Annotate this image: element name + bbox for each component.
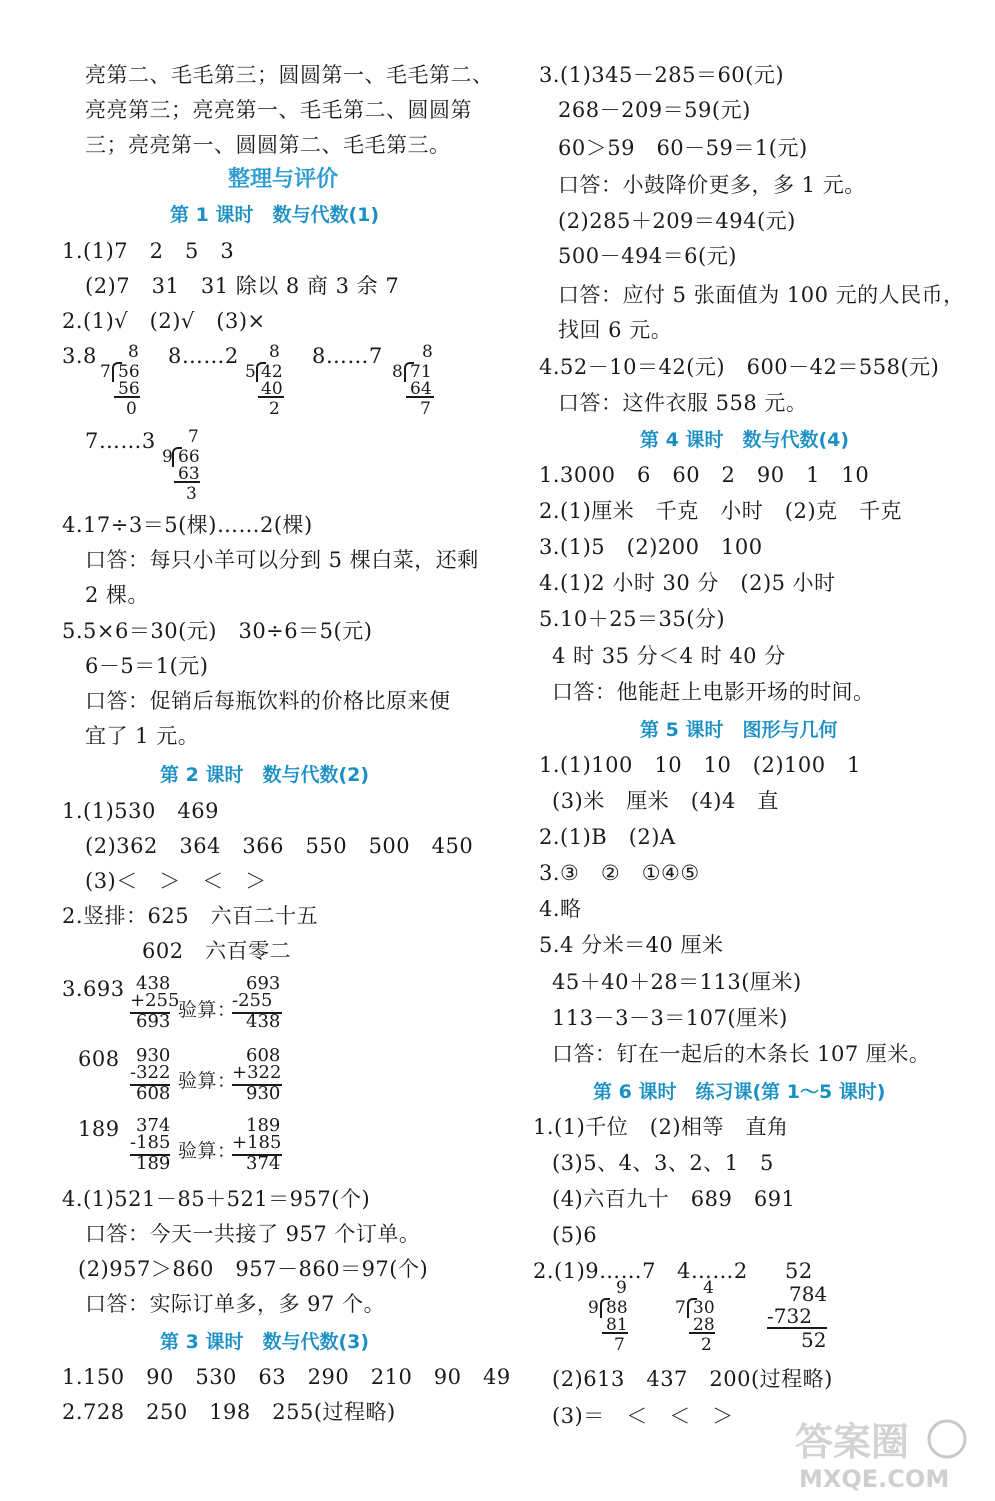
operand: -255	[232, 990, 273, 1011]
result: 608	[136, 1083, 171, 1104]
remainder: 3	[186, 484, 197, 504]
answer-line: (2)362 364 366 550 500 450	[85, 834, 474, 858]
division-line	[114, 396, 140, 398]
answer-line: 45＋40＋28＝113(厘米)	[552, 970, 802, 994]
answer-line: 2.(1)9……7	[533, 1259, 657, 1283]
dividend: 42	[261, 362, 283, 382]
product: 81	[606, 1315, 628, 1335]
product: 56	[118, 379, 140, 399]
answer-line: 3.8	[62, 344, 97, 368]
operand: +185	[232, 1132, 282, 1153]
quotient: 7	[188, 427, 199, 447]
division-bracket	[256, 362, 266, 382]
answer-line: 189	[78, 1117, 120, 1141]
division-line	[174, 481, 200, 483]
answer-line: 4……2	[677, 1259, 748, 1283]
divisor: 5	[245, 362, 256, 382]
answer-line: 608	[78, 1047, 120, 1071]
answer-line: (3)＜ ＞ ＜ ＞	[85, 869, 267, 893]
sum-line	[232, 1154, 282, 1156]
watermark-graphic	[785, 1415, 975, 1495]
answer-line: 口答：他能赶上电影开场的时间。	[552, 680, 875, 704]
intro-line: 亮第二、毛毛第三；圆圆第一、毛毛第二、	[85, 63, 494, 87]
answer-line: 2.竖排：625 六百二十五	[62, 904, 319, 928]
answer-line: 1.3000 6 60 2 90 1 10	[539, 463, 870, 487]
division-bracket	[600, 1298, 610, 1318]
answer-line: 口答：应付 5 张面值为 100 元的人民币，	[558, 283, 965, 307]
answer-line: 113－3－3＝107(厘米)	[552, 1006, 788, 1030]
answer-line: 4.(1)521－85＋521＝957(个)	[62, 1187, 371, 1211]
quotient: 4	[703, 1278, 714, 1298]
check-label: 验算：	[178, 999, 237, 1021]
answer-line: (5)6	[552, 1223, 598, 1247]
operand: 930	[136, 1045, 171, 1066]
answer-line: (3)5、4、3、2、1 5	[552, 1151, 774, 1175]
answer-line: 52	[785, 1259, 813, 1283]
dividend: 71	[410, 362, 432, 382]
answer-line: 1.150 90 530 63 290 210 90 49	[62, 1365, 511, 1389]
watermark-url: MXQE.COM	[799, 1465, 950, 1493]
answer-line: 8……2	[168, 344, 239, 368]
answer-line: (3)＝ ＜ ＜ ＞	[552, 1404, 734, 1428]
watermark-logo	[785, 1415, 975, 1495]
sum-line	[232, 1084, 282, 1086]
sum-line	[232, 1012, 282, 1014]
product: 40	[261, 379, 283, 399]
check-label: 验算：	[178, 1070, 237, 1092]
operand: 693	[246, 973, 281, 994]
operand: +322	[232, 1062, 282, 1083]
answer-line: 60＞59 60－59＝1(元)	[558, 136, 808, 160]
answer-line: 口答：今天一共接了 957 个订单。	[85, 1222, 421, 1246]
answer-line: 宜了 1 元。	[85, 724, 200, 748]
operand: +255	[130, 990, 180, 1011]
answer-line: 602 六百零二	[142, 939, 292, 963]
quotient: 9	[616, 1278, 627, 1298]
operand: 784	[789, 1282, 828, 1306]
answer-line: (2)613 437 200(过程略)	[552, 1367, 833, 1391]
answer-line: 口答：促销后每瓶饮料的价格比原来便	[85, 689, 451, 713]
dividend: 88	[606, 1298, 628, 1318]
result: 693	[136, 1011, 171, 1032]
intro-line: 亮亮第三；亮亮第一、毛毛第二、圆圆第	[85, 98, 472, 122]
sum-line	[130, 1084, 170, 1086]
sum-line	[767, 1327, 827, 1329]
divisor: 9	[162, 447, 173, 467]
division-line	[602, 1332, 628, 1334]
operand: 608	[246, 1045, 281, 1066]
answer-line: 2.(1)厘米 千克 小时 (2)克 千克	[539, 499, 903, 523]
divisor: 9	[588, 1298, 599, 1318]
operand: -322	[130, 1062, 171, 1083]
dividend: 66	[178, 447, 200, 467]
operand: 438	[136, 973, 171, 994]
answer-line: 1.(1)100 10 10 (2)100 1	[539, 753, 861, 777]
divisor: 7	[675, 1298, 686, 1318]
answer-line: 口答：每只小羊可以分到 5 棵白菜，还剩	[85, 548, 479, 572]
lesson-5-title: 第 5 课时 图形与几何	[640, 719, 838, 741]
answer-line: 5.5×6＝30(元) 30÷6＝5(元)	[62, 619, 373, 643]
sum-line	[130, 1154, 170, 1156]
sum-line	[130, 1012, 170, 1014]
check-label: 验算：	[178, 1140, 237, 1162]
answer-line: 6－5＝1(元)	[85, 654, 209, 678]
answer-line: 3.③ ② ①④⑤	[539, 861, 700, 885]
operand: 189	[246, 1115, 281, 1136]
answer-line: 口答：小鼓降价更多，多 1 元。	[558, 173, 866, 197]
result: 374	[246, 1153, 281, 1174]
section-title: 整理与评价	[228, 167, 339, 192]
answer-line: (4)六百九十 689 691	[552, 1187, 796, 1211]
answer-line: 7……3	[85, 429, 156, 453]
answer-line: 口答：实际订单多，多 97 个。	[85, 1292, 386, 1316]
answer-line: 1.(1)530 469	[62, 799, 219, 823]
operand: 374	[136, 1115, 171, 1136]
quotient: 8	[269, 342, 280, 362]
result: 930	[246, 1083, 281, 1104]
answer-line: 找回 6 元。	[558, 318, 673, 342]
answer-line: 4.略	[539, 897, 582, 921]
result: 189	[136, 1153, 171, 1174]
answer-line: 5.10＋25＝35(分)	[539, 607, 726, 631]
remainder: 7	[614, 1335, 625, 1355]
answer-line: (2)957＞860 957－860＝97(个)	[78, 1257, 429, 1281]
answer-line: 3.693	[62, 977, 125, 1001]
watermark-circle	[929, 1421, 965, 1457]
answer-line: 3.(1)5 (2)200 100	[539, 535, 763, 559]
product: 64	[410, 379, 432, 399]
division-bracket	[687, 1298, 697, 1318]
answer-line: (3)米 厘米 (4)4 直	[552, 789, 779, 813]
division-line	[689, 1332, 715, 1334]
remainder: 7	[420, 399, 431, 419]
remainder: 0	[126, 399, 137, 419]
quotient: 8	[128, 342, 139, 362]
division-line	[258, 396, 284, 398]
answer-line: 500－494＝6(元)	[558, 244, 737, 268]
divisor: 8	[392, 362, 403, 382]
answer-line: 1.(1)7 2 5 3	[62, 239, 235, 263]
dividend: 30	[693, 1298, 715, 1318]
lesson-1-title: 第 1 课时 数与代数(1)	[170, 204, 380, 226]
answer-line: 3.(1)345－285＝60(元)	[539, 63, 785, 87]
lesson-2-title: 第 2 课时 数与代数(2)	[160, 764, 370, 786]
product: 28	[693, 1315, 715, 1335]
answer-line: 口答：这件衣服 558 元。	[558, 391, 808, 415]
division-bracket	[404, 362, 414, 382]
division-bracket	[112, 362, 122, 382]
answer-line: 2 棵。	[85, 583, 150, 607]
answer-line: 2.(1)B (2)A	[539, 825, 676, 849]
answer-line: 4.52－10＝42(元) 600－42＝558(元)	[539, 355, 940, 379]
answer-line: 4.(1)2 小时 30 分 (2)5 小时	[539, 571, 836, 595]
intro-line: 三；亮亮第一、圆圆第二、毛毛第三。	[85, 133, 451, 157]
answer-line: (2)7 31 31 除以 8 商 3 余 7	[85, 274, 400, 298]
answer-line: 268－209＝59(元)	[558, 98, 751, 122]
answer-line: 4.17÷3＝5(棵)……2(棵)	[62, 513, 313, 537]
answer-line: 1.(1)千位 (2)相等 直角	[533, 1115, 789, 1139]
answer-line: 5.4 分米＝40 厘米	[539, 933, 724, 957]
division-line	[406, 396, 434, 398]
answer-line: 2.(1)√ (2)√ (3)×	[62, 309, 266, 333]
result: 438	[246, 1011, 281, 1032]
quotient: 8	[422, 342, 433, 362]
product: 63	[178, 464, 200, 484]
lesson-4-title: 第 4 课时 数与代数(4)	[640, 429, 850, 451]
lesson-3-title: 第 3 课时 数与代数(3)	[160, 1331, 370, 1353]
result: 52	[801, 1328, 827, 1352]
answer-line: 口答：钉在一起后的木条长 107 厘米。	[552, 1042, 931, 1066]
answer-line: 2.728 250 198 255(过程略)	[62, 1400, 396, 1424]
answer-line: (2)285＋209＝494(元)	[558, 209, 796, 233]
answer-line: 8……7	[312, 344, 383, 368]
operand: -185	[130, 1132, 171, 1153]
operand: -732	[767, 1304, 812, 1328]
watermark-text: 答案圈	[795, 1420, 910, 1464]
divisor: 7	[100, 362, 111, 382]
lesson-6-title: 第 6 课时 练习课(第 1～5 课时)	[593, 1081, 886, 1103]
answer-line: 4 时 35 分＜4 时 40 分	[552, 644, 786, 668]
remainder: 2	[701, 1335, 712, 1355]
remainder: 2	[269, 399, 280, 419]
dividend: 56	[118, 362, 140, 382]
division-bracket	[172, 447, 182, 467]
